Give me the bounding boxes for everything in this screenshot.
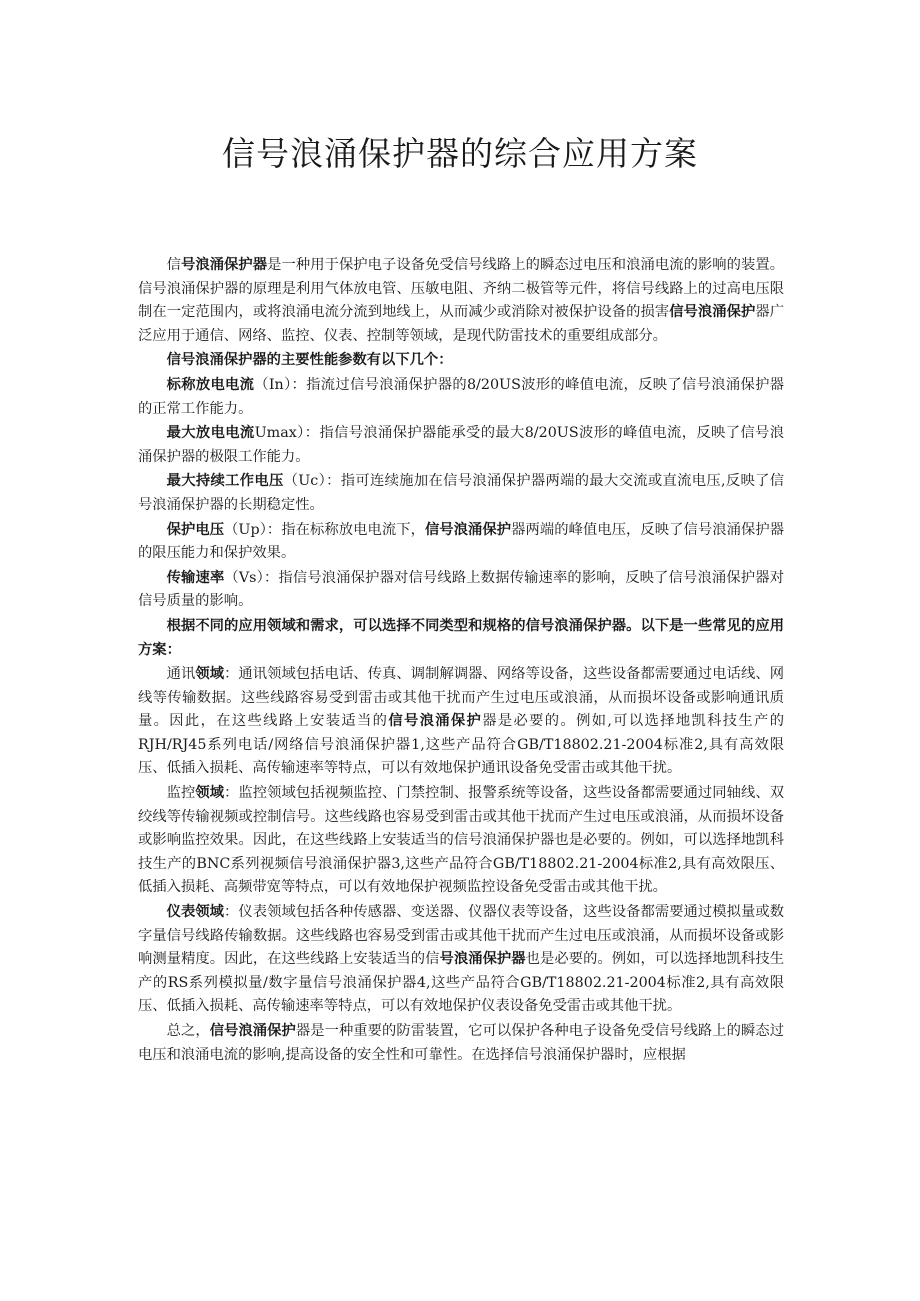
paragraph [138,1020,784,1067]
text-segment: 器是一种重要的防雷装置，它可以保护各种电子设备免受信号线路上的瞬态过电压和浪涌电流的影响,提高设备的安全性和可靠性。在选择信号浪涌保护器时，应根据 [138,1023,785,1063]
bold-text-segment: 号浪涌保护器 [439,951,526,968]
bold-text-segment: 信号浪涌保护 [209,1023,296,1039]
bold-text-segment: 信号浪涌保护 [388,713,483,730]
bold-text-segment: 保护电压 [166,521,225,538]
paragraph [138,901,784,1019]
text-segment: 器是必要的。例如,可以选择地凯科技生产的RJH/RJ45系列电话/网络信号浪涌保护器1,这些产品符合GB/T18802.21-2004标准2,具有高效限压、低插入损耗、高传输速率等特点，可以有效地保护通讯设备免受雷击或其他干扰。 [138,713,785,777]
bold-text-segment: 传输速率 [166,569,225,586]
bold-text-segment: 最大放电电流 [166,425,255,442]
text-segment: 监控 [166,785,196,802]
text-segment: 信 [166,257,181,273]
text-segment: （In）：指流过信号浪涌保护器的8/20US波形的峰值电流，反映了信号浪涌保护器的正常工作能力。 [138,376,784,417]
document-body [138,254,784,1067]
paragraph [138,470,784,517]
bold-text-segment: 最大持续工作电压 [166,473,284,490]
text-segment: 通讯 [166,666,196,683]
paragraph [138,567,784,614]
bold-text-segment: 领域 [195,785,225,802]
paragraph [138,254,784,348]
text-segment: （Vs）：指信号浪涌保护器对信号线路上数据传输速率的影响，反映了信号浪涌保护器对信号质量的影响。 [138,569,785,610]
text-segment: ：监控领域包括视频监控、门禁控制、报警系统等设备，这些设备都需要通过同轴线、双绞线等传输视频或控制信号。这些线路也容易受到雷击或其他干扰而产生过电压或浪涌，从而损坏设备或影响监控效果。因此，在这些线路上安装适当的信号浪涌保护器也是必要的。例如，可以选择地凯科技生产的BNC系列视频信号浪涌保护器3,这些产品符合GB/T18802.21-2004标准2,具有高效限压、低插入损耗、高频带宽等特点，可以有效地保护视频监控设备免受雷击或其他干扰。 [138,785,785,896]
paragraph [138,519,784,566]
document-title: 信号浪涌保护器的综合应用方案 [222,134,698,173]
bold-text-segment: 信号浪涌保护器的主要性能参数有以下几个： [166,352,453,369]
bold-text-segment: 标称放电电流 [166,376,255,393]
bold-text-segment: 信号浪涌保护 [669,304,756,321]
text-segment: 是一种用于保护电子设备免受信号线路上的瞬态过电压和浪涌电流的影响的装置。信号浪涌保护器的原理是利用气体放电管、压敏电阻、齐纳二极管等元件，将信号线路上的过高电压限制在一定范围内，或将浪涌电流分流到地线上，从而减少或消除对被保护设备的损害 [138,257,785,321]
text-segment: （Uc）：指可连续施加在信号浪涌保护器两端的最大交流或直流电压,反映了信号浪涌保护器的长期稳定性。 [138,473,784,513]
paragraph [138,615,784,662]
bold-text-segment: 信号浪涌保护 [424,521,512,538]
paragraph [138,663,784,781]
paragraph [138,349,784,373]
bold-text-segment: 仪表领域 [166,904,225,921]
text-segment: （Up）：指在标称放电电流下， [224,521,425,538]
paragraph [138,374,784,421]
text-segment: ：仪表领域包括各种传感器、变送器、仪器仪表等设备，这些设备都需要通过模拟量或数字量信号线路传输数据。这些线路也容易受到雷击或其他干扰而产生过电压或浪涌，从而损坏设备或影响测量精度。因此，在这些线路上安装适当的信 [138,904,785,968]
text-segment: 器广泛应用于通信、网络、监控、仪表、控制等领域，是现代防雷技术的重要组成部分。 [138,304,785,344]
text-segment: 总之， [166,1023,210,1039]
paragraph [138,782,784,900]
bold-text-segment: 根据不同的应用领域和需求，可以选择不同类型和规格的信号浪涌保护器。以下是一些常见的应用方案： [138,617,784,658]
text-segment: Umax）：指信号浪涌保护器能承受的最大8/20US波形的峰值电流，反映了信号浪涌保护器的极限工作能力。 [138,425,784,465]
bold-text-segment: 号浪涌保护器 [180,257,268,273]
text-segment: 器两端的峰值电压，反映了信号浪涌保护器的限压能力和保护效果。 [138,521,785,562]
text-segment: ：通讯领域包括电话、传真、调制解调器、网络等设备，这些设备都需要通过电话线、网线等传输数据。这些线路容易受到雷击或其他干扰而产生过电压或浪涌，从而损坏设备或影响通讯质量。因此，在这些线路上安装适当的 [138,666,785,730]
paragraph [138,422,784,469]
bold-text-segment: 领域 [195,666,225,683]
text-segment: 也是必要的。例如，可以选择地凯科技生产的RS系列模拟量/数字量信号浪涌保护器4,这些产品符合GB/T18802.21-2004标准2,具有高效限压、低插入损耗、高传输速率等特点，可以有效地保护仪表设备免受雷击或其他干扰。 [138,951,785,1015]
